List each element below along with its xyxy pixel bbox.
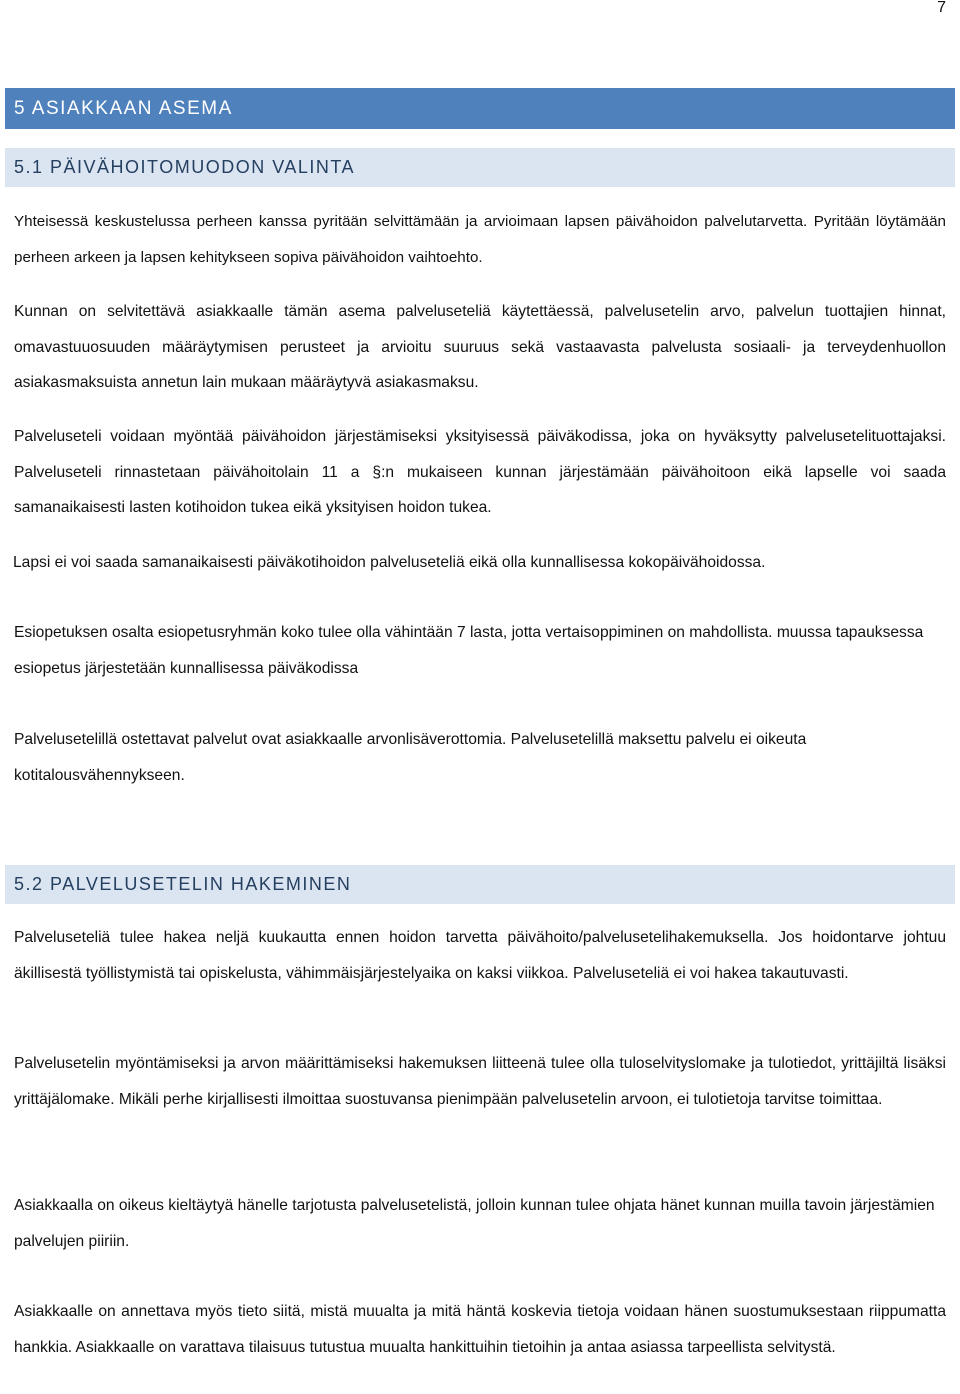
- section-heading-5-1: 5.1 PÄIVÄHOITOMUODON VALINTA: [5, 148, 955, 187]
- paragraph-5-1-2: Kunnan on selvitettävä asiakkaalle tämän asema palveluseteliä käytettäessä, palvelusetelin arvo, palvelun tuottajien hinnat, omavastuuosuuden määräytymisen perusteet ja arvioitu suuruus sekä vastaavasta palvelusta sosiaali- ja terveydenhuollon asiakasmaksuista annetun lain mukaan määräytyvä asiakasmaksu.: [14, 303, 946, 391]
- paragraph-5-2-1: Palveluseteliä tulee hakea neljä kuukautta ennen hoidon tarvetta päivähoito/palvelusetelihakemuksella. Jos hoidontarve johtuu äkillisestä työllistymistä tai opiskelusta, vähimmäisjärjestelyaika on kaksi viikkoa. Palveluseteliä ei voi hakea takautuvasti.: [14, 929, 946, 982]
- paragraph-5-1-5: Esiopetuksen osalta esiopetusryhmän koko tulee olla vähintään 7 lasta, jotta vertaisoppiminen on mahdollista. muussa tapauksessa esiopetus järjestetään kunnallisessa päiväkodissa: [14, 624, 924, 677]
- paragraph-5-1-1: Yhteisessä keskustelussa perheen kanssa pyritään selvittämään ja arvioimaan lapsen päivähoidon palvelutarvetta. Pyritään löytämään perheen arkeen ja lapsen kehitykseen sopiva päivähoidon vaihtoehto.: [14, 213, 946, 266]
- paragraph-5-2-2: Palvelusetelin myöntämiseksi ja arvon määrittämiseksi hakemuksen liitteenä tulee olla tuloselvityslomake ja tulotiedot, yrittäjiltä lisäksi yrittäjälomake. Mikäli perhe kirjallisesti ilmoittaa suostuvansa pienimpään palvelusetelin arvoon, ei tulotietoja tarvitse toimittaa.: [14, 1055, 946, 1108]
- paragraph-5-2-3: Asiakkaalla on oikeus kieltäytyä hänelle tarjotusta palvelusetelistä, jolloin kunnan tulee ohjata hänet kunnan muilla tavoin järjestämien palvelujen piiriin.: [14, 1197, 935, 1250]
- section-heading-5: 5 ASIAKKAAN ASEMA: [5, 88, 955, 129]
- section-heading-5-2: 5.2 PALVELUSETELIN HAKEMINEN: [5, 865, 955, 904]
- page-number: 7: [937, 0, 946, 16]
- paragraph-5-1-3: Palveluseteli voidaan myöntää päivähoidon järjestämiseksi yksityisessä päiväkodissa, joka on hyväksytty palvelusetelituottajaksi. Palveluseteli rinnastetaan päivähoitolain 11 a §:n mukaiseen kunnan järjestämään päivähoitoon eikä lapselle voi saada samanaikaisesti lasten kotihoidon tukea eikä yksityisen hoidon tukea.: [14, 428, 946, 516]
- paragraph-5-1-6: Palvelusetelillä ostettavat palvelut ovat asiakkaalle arvonlisäverottomia. Palvelusetelillä maksettu palvelu ei oikeuta kotitalousvähennykseen.: [14, 731, 807, 784]
- paragraph-5-1-4: Lapsi ei voi saada samanaikaisesti päiväkotihoidon palveluseteliä eikä olla kunnallisessa kokopäivähoidossa.: [13, 554, 766, 571]
- paragraph-5-2-4: Asiakkaalle on annettava myös tieto siitä, mistä muualta ja mitä häntä koskevia tietoja voidaan hänen suostumuksestaan riippumatta hankkia. Asiakkaalle on varattava tilaisuus tutustua muualta hankittuihin tietoihin ja antaa asiassa tarpeellista selvitystä.: [14, 1303, 946, 1356]
